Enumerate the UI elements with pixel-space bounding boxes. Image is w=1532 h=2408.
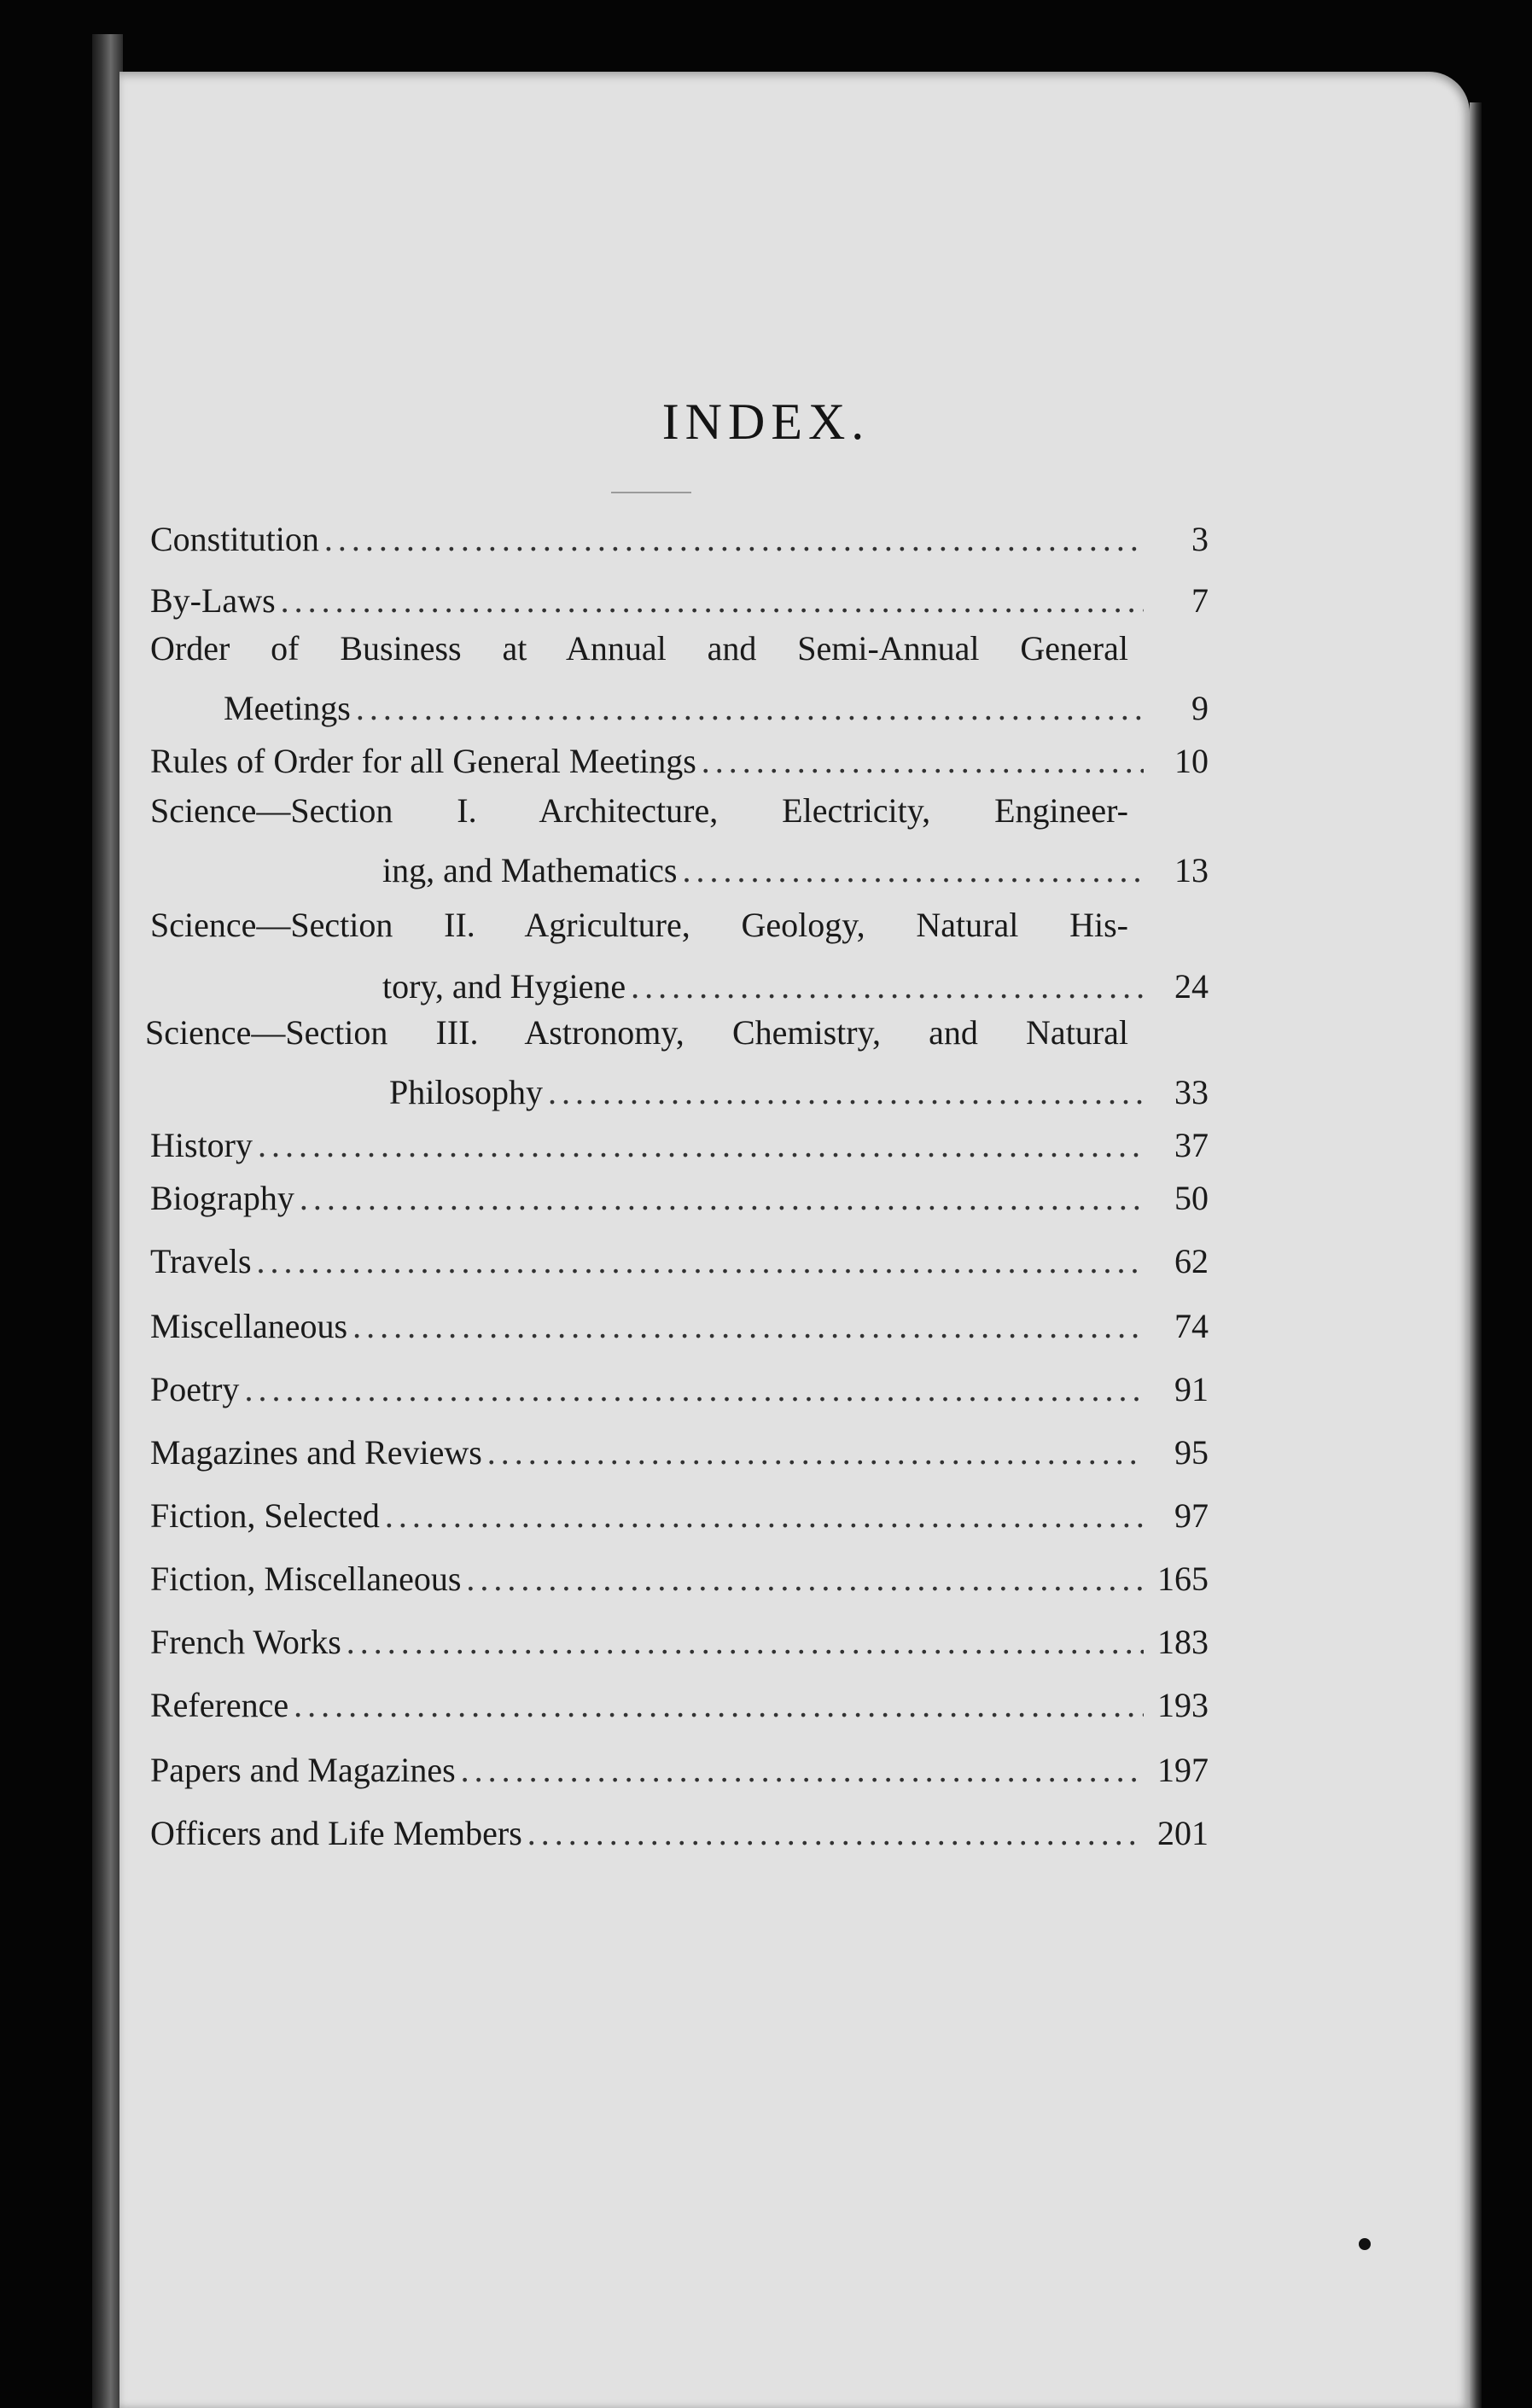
index-entry-page: 183 <box>1157 1623 1209 1661</box>
index-entry <box>150 1753 1209 1787</box>
index-entry <box>224 691 1209 726</box>
index-entry-label: Poetry <box>150 1370 240 1408</box>
index-entry <box>150 1309 1209 1344</box>
index-entry-page: 97 <box>1174 1496 1209 1535</box>
dot-leader <box>300 1181 1144 1216</box>
index-entry-page: 13 <box>1174 851 1209 889</box>
index-heading: INDEX. <box>661 394 871 450</box>
dot-leader <box>258 1128 1144 1163</box>
index-entry-label: Officers and Life Members <box>150 1814 522 1852</box>
index-entry <box>150 581 1209 620</box>
index-entry-label: Constitution <box>150 520 319 558</box>
index-entry <box>150 522 1209 557</box>
index-entry-label: Biography <box>150 1179 294 1217</box>
index-entry <box>150 1181 1209 1216</box>
index-entry <box>150 744 1209 778</box>
page-mark <box>1359 2238 1371 2250</box>
dot-leader <box>461 1753 1144 1787</box>
index-entry-page: 62 <box>1174 1242 1209 1280</box>
index-entry-label: Travels <box>150 1242 252 1280</box>
index-entry-page: 197 <box>1157 1751 1209 1789</box>
index-entry-label: tory, and Hygiene <box>382 967 626 1006</box>
index-entry-page: 50 <box>1174 1179 1209 1217</box>
dot-leader <box>324 522 1144 557</box>
dot-leader <box>347 1625 1144 1659</box>
index-entry <box>150 1128 1209 1163</box>
index-entry <box>150 1496 1209 1535</box>
dot-leader <box>257 1245 1144 1279</box>
dot-leader <box>702 744 1144 778</box>
index-entry-page: 3 <box>1191 520 1209 558</box>
index-entry-page: 10 <box>1174 742 1209 780</box>
index-entry-label: Fiction, Selected <box>150 1496 380 1535</box>
index-entry-first-line: Science—Section II. Agriculture, Geology, Natural His- <box>150 906 1128 944</box>
index-entry <box>150 1242 1209 1280</box>
index-entry-label: Miscellaneous <box>150 1307 348 1345</box>
index-entry-label: By-Laws <box>150 581 276 620</box>
index-entry-page: 201 <box>1157 1814 1209 1852</box>
dot-leader <box>548 1076 1144 1110</box>
index-entry-label: ing, and Mathematics <box>382 851 678 889</box>
dot-leader <box>631 970 1144 1004</box>
index-entry-page: 37 <box>1174 1126 1209 1164</box>
index-entry <box>150 1816 1209 1851</box>
index-entry-page: 24 <box>1174 967 1209 1006</box>
dot-leader <box>527 1816 1144 1851</box>
index-entry-first-line: Science—Section III. Astronomy, Chemistry, and Natural <box>145 1013 1128 1052</box>
index-entry-label: Rules of Order for all General Meetings <box>150 742 696 780</box>
index-entry-page: 9 <box>1191 689 1209 727</box>
index-entry-page: 165 <box>1157 1560 1209 1598</box>
index-entry <box>382 967 1209 1006</box>
dot-leader <box>281 584 1144 618</box>
dot-leader <box>294 1688 1144 1723</box>
dot-leader <box>244 1373 1144 1407</box>
index-entry-label: Fiction, Miscellaneous <box>150 1560 462 1598</box>
index-entry-page: 74 <box>1174 1307 1209 1345</box>
index-entry-label: History <box>150 1126 253 1164</box>
index-entry <box>150 1370 1209 1408</box>
dot-leader <box>682 854 1144 888</box>
index-entry-label: Reference <box>150 1686 289 1724</box>
index-entry-label: French Works <box>150 1623 341 1661</box>
dot-leader <box>487 1436 1144 1470</box>
index-entry-label: Papers and Magazines <box>150 1751 456 1789</box>
index-entry-first-line: Order of Business at Annual and Semi-Annual General <box>150 629 1128 668</box>
index-entry-page: 95 <box>1174 1433 1209 1472</box>
index-entry-page: 33 <box>1174 1073 1209 1111</box>
index-entry-label: Magazines and Reviews <box>150 1433 482 1472</box>
heading-rule <box>611 492 691 493</box>
index-entry <box>150 1433 1209 1472</box>
index-entry <box>150 1562 1209 1596</box>
dot-leader <box>385 1499 1144 1533</box>
index-entry <box>150 1688 1209 1723</box>
index-entry-page: 7 <box>1191 581 1209 620</box>
index-entry-label: Meetings <box>224 689 351 727</box>
index-entry <box>382 851 1209 889</box>
dot-leader <box>356 691 1144 726</box>
index-entry-page: 91 <box>1174 1370 1209 1408</box>
index-entry <box>389 1073 1209 1111</box>
book-binding <box>92 34 123 2408</box>
index-entry-first-line: Science—Section I. Architecture, Electricity, Engineer- <box>150 791 1128 830</box>
dot-leader <box>466 1562 1144 1596</box>
index-entry-label: Philosophy <box>389 1073 544 1111</box>
dot-leader <box>352 1309 1144 1344</box>
index-entry-page: 193 <box>1157 1686 1209 1724</box>
index-entry <box>150 1625 1209 1659</box>
